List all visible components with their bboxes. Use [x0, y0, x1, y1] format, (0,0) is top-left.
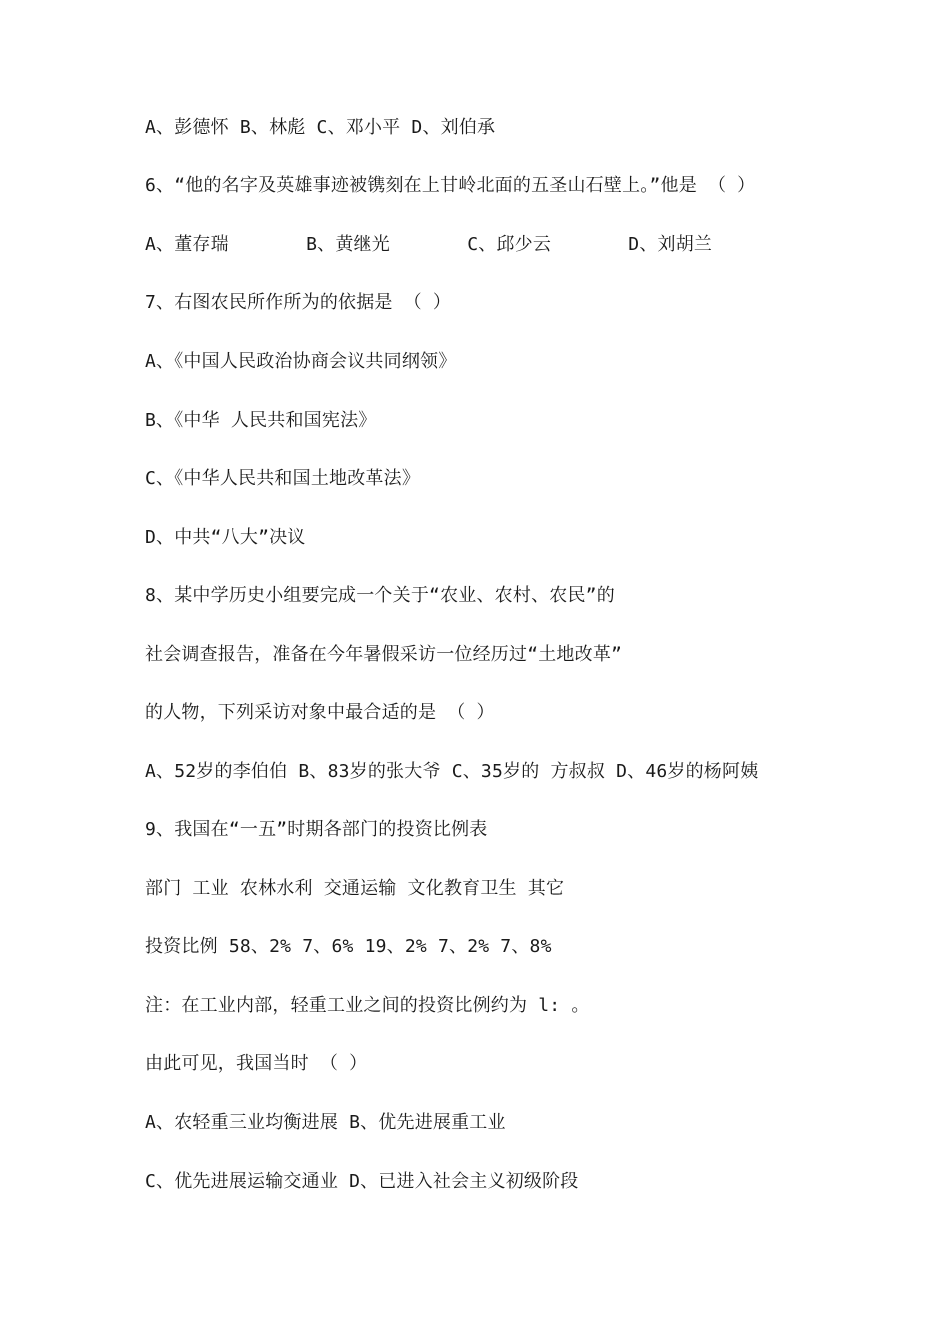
q7-option-c: C、《中华人民共和国土地改革法》 — [145, 468, 421, 489]
q8-question-line-1: 8、某中学历史小组要完成一个关于“农业、农村、农民”的 — [145, 585, 615, 606]
q8-options: A、52岁的李伯伯 B、83岁的张大爷 C、35岁的 方叔叔 D、46岁的杨阿姨 — [145, 761, 759, 782]
q9-table-header: 部门 工业 农林水利 交通运输 文化教育卫生 其它 — [145, 878, 565, 899]
q5-options: A、彭德怀 B、林彪 C、邓小平 D、刘伯承 — [145, 117, 496, 138]
q7-option-b: B、《中华 人民共和国宪法》 — [145, 410, 377, 431]
q8-question-line-2: 社会调查报告，准备在今年暑假采访一位经历过“土地改革” — [145, 644, 623, 665]
q9-question: 9、我国在“一五”时期各部门的投资比例表 — [145, 819, 488, 840]
q9-prompt: 由此可见，我国当时 （ ） — [145, 1053, 368, 1074]
q9-table-values: 投资比例 58、2% 7、6% 19、2% 7、2% 7、8% — [145, 936, 552, 957]
q9-note: 注：在工业内部，轻重工业之间的投资比例约为 l: 。 — [145, 995, 590, 1016]
q9-options-ab: A、农轻重三业均衡进展 B、优先进展重工业 — [145, 1112, 506, 1133]
q7-question: 7、右图农民所作所为的依据是 （ ） — [145, 292, 452, 313]
q8-question-line-3: 的人物，下列采访对象中最合适的是 （ ） — [145, 702, 495, 723]
q6-options: A、董存瑞 B、黄继光 C、邱少云 D、刘胡兰 — [145, 234, 713, 255]
q9-options-cd: C、优先进展运输交通业 D、已进入社会主义初级阶段 — [145, 1171, 579, 1192]
q7-option-d: D、中共“八大”决议 — [145, 527, 306, 548]
q6-question: 6、“他的名字及英雄事迹被镌刻在上甘岭北面的五圣山石壁上。”他是 （ ） — [145, 175, 756, 196]
q7-option-a: A、《中国人民政治协商会议共同纲领》 — [145, 351, 457, 372]
